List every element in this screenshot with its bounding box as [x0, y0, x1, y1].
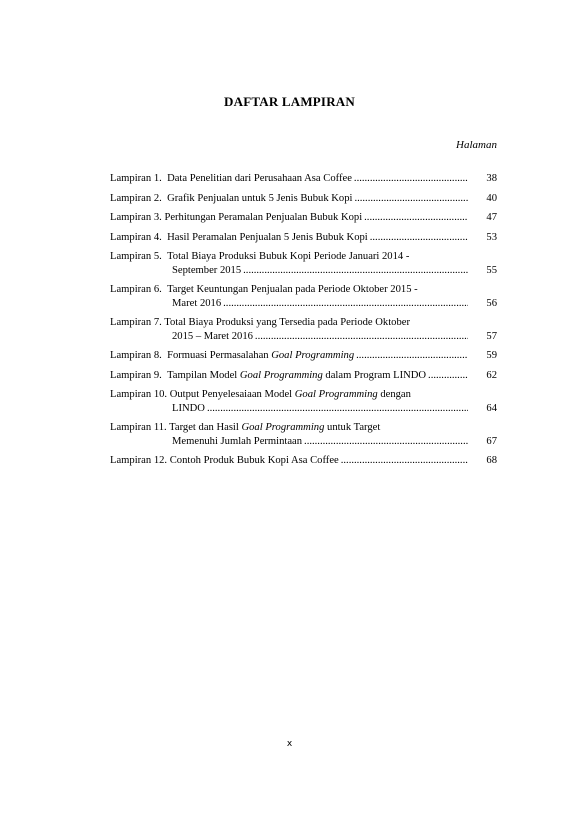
entry-page: 62 [486, 369, 497, 381]
entry-label: Lampiran 7. [110, 317, 162, 328]
entry-label: Lampiran 2. [110, 192, 162, 204]
entry-title: Perhitungan Peramalan Penjualan Bubuk Kopi [164, 212, 363, 223]
entry-label: Lampiran 5. [110, 251, 162, 262]
entry-title: Formuasi Permasalahan [167, 350, 272, 361]
entry-title: Contoh Produk Bubuk Kopi Asa Coffee [169, 455, 339, 466]
entry-title-italic: Goal Programming [239, 369, 323, 381]
list-item [110, 421, 497, 448]
entry-title-continued: 2015 – Maret 2016 [172, 330, 253, 342]
entry-title: Tampilan Model [167, 369, 240, 381]
page-number: x [286, 739, 293, 749]
list-item [110, 250, 497, 277]
entry-title-suffix: untuk Target [324, 422, 381, 433]
entry-title-continued: LINDO [172, 402, 205, 414]
entry-label: Lampiran 9. [110, 369, 162, 381]
entry-label: Lampiran 11. [110, 422, 167, 433]
entry-title-continued: September 2015 [172, 264, 242, 276]
entry-title-suffix: dengan [377, 389, 411, 400]
entry-title: Data Penelitian dari Perusahaan Asa Coffee [167, 173, 352, 184]
entry-page: 68 [486, 455, 497, 466]
entry-page: 40 [486, 192, 497, 204]
list-item [110, 349, 497, 363]
entry-title-italic: Goal Programming [294, 389, 378, 400]
entry-title: Total Biaya Produksi yang Tersedia pada Periode Oktober [164, 317, 410, 328]
entry-title-italic: Goal Programming [241, 422, 325, 433]
entry-title: Grafik Penjualan untuk 5 Jenis Bubuk Kopi [167, 192, 353, 204]
entry-title: Target dan Hasil [169, 422, 242, 433]
entry-title-italic: Goal Programming [271, 350, 355, 361]
entry-title-continued: Maret 2016 [172, 297, 222, 309]
entry-title-suffix: dalam Program LINDO [322, 369, 427, 381]
entry-label: Lampiran 10. [110, 389, 168, 400]
entry-label: Lampiran 4. [110, 231, 162, 243]
entry-page: 67 [486, 435, 497, 447]
entry-label: Lampiran 3. [110, 212, 162, 223]
entry-page: 56 [486, 297, 497, 309]
entry-page: 64 [486, 402, 497, 414]
entry-page: 47 [486, 212, 497, 223]
entry-label: Lampiran 8. [110, 350, 162, 361]
entry-page: 57 [486, 330, 497, 342]
list-item [110, 211, 497, 225]
entry-title: Hasil Peramalan Penjualan 5 Jenis Bubuk Kopi [167, 231, 368, 243]
entry-page: 59 [486, 350, 497, 361]
entry-page: 38 [486, 173, 497, 184]
entry-title: Total Biaya Produksi Bubuk Kopi Periode Januari 2014 - [167, 251, 410, 262]
entry-label: Lampiran 1. [110, 173, 162, 184]
appendix-list [110, 172, 497, 474]
list-item [110, 192, 497, 206]
list-item [110, 369, 497, 383]
list-item [110, 172, 497, 186]
list-item [110, 231, 497, 245]
list-item [110, 454, 497, 468]
entry-title: Output Penyelesaiaan Model [169, 389, 295, 400]
entry-page: 53 [486, 231, 497, 243]
page-column-header: Halaman [456, 139, 497, 151]
page-title: DAFTAR LAMPIRAN [224, 94, 355, 109]
entry-label: Lampiran 6. [110, 284, 162, 295]
entry-label: Lampiran 12. [110, 455, 168, 466]
entry-title: Target Keuntungan Penjualan pada Periode Oktober 2015 - [167, 284, 418, 295]
list-item [110, 388, 497, 415]
entry-title-continued: Memenuhi Jumlah Permintaan [172, 435, 303, 447]
entry-page: 55 [486, 264, 497, 276]
list-item [110, 283, 497, 310]
list-item [110, 316, 497, 343]
